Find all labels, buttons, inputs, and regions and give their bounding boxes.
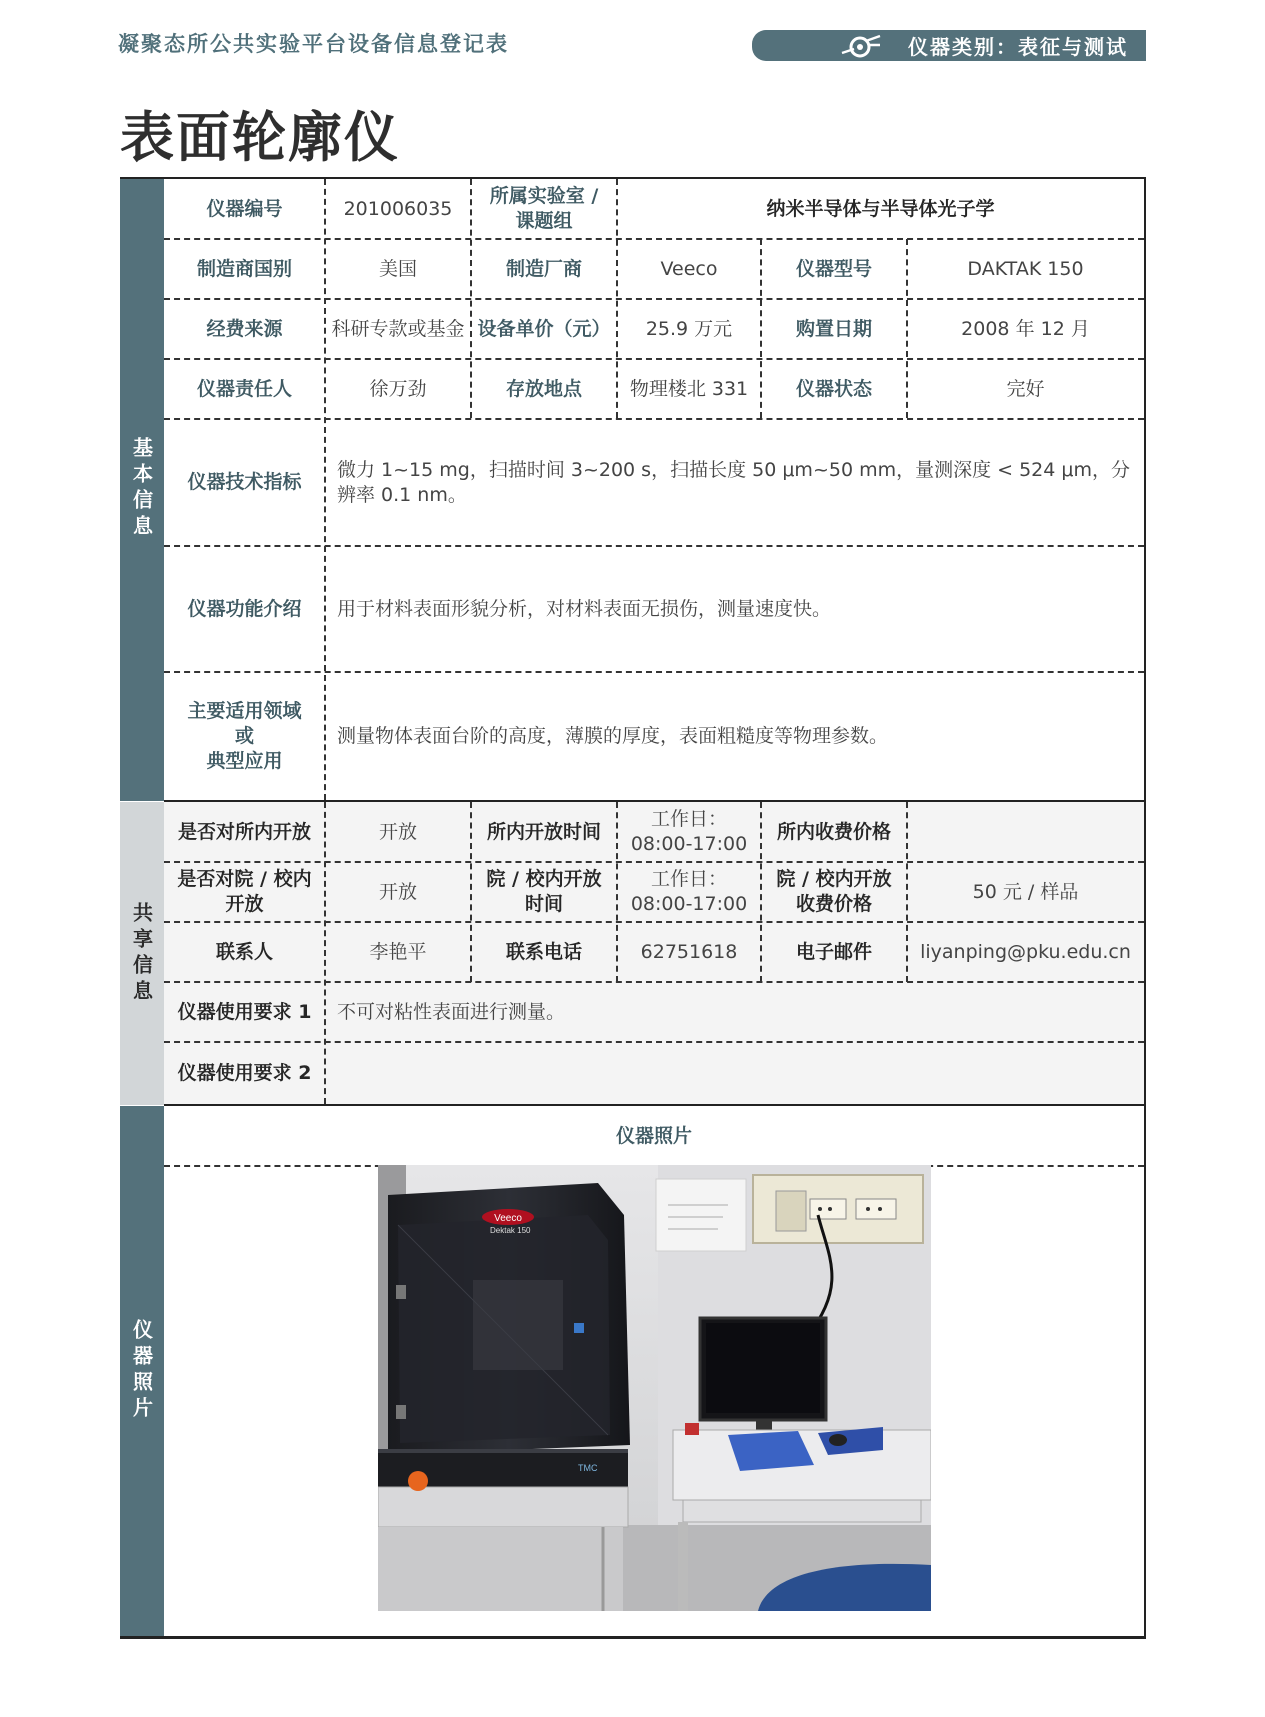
label-university-hours: 院 / 校内开放 时间 xyxy=(486,868,602,915)
value-internal-fee xyxy=(907,802,1144,862)
label-instrument-id: 仪器编号 xyxy=(206,197,283,220)
label-purchase-date: 购置日期 xyxy=(795,317,872,340)
page-title: 表面轮廓仪 xyxy=(120,106,400,169)
label-function: 仪器功能介绍 xyxy=(187,597,302,620)
label-email: 电子邮件 xyxy=(795,940,872,963)
value-open-university: 开放 xyxy=(378,880,417,903)
section-label-photo: 仪器照片 xyxy=(120,1106,164,1636)
label-funding: 经费来源 xyxy=(206,317,283,340)
label-internal-fee: 所内收费价格 xyxy=(776,820,891,843)
value-internal-hours: 工作日： 08:00-17:00 xyxy=(630,808,748,855)
photo-brand-text: Veeco xyxy=(494,1213,522,1224)
value-requirement-1: 不可对粘性表面进行测量。 xyxy=(337,1000,566,1023)
value-university-fee: 50 元 / 样品 xyxy=(972,880,1079,903)
value-manufacturer: Veeco xyxy=(660,257,718,280)
label-internal-hours: 所内开放时间 xyxy=(486,820,601,843)
photo-model-text: Dektak 150 xyxy=(490,1226,531,1235)
label-open-university: 是否对院 / 校内 开放 xyxy=(177,868,312,915)
instrument-gear-icon xyxy=(840,33,882,59)
value-function: 用于材料表面形貌分析，对材料表面无损伤，测量速度快。 xyxy=(337,597,832,620)
value-country: 美国 xyxy=(378,257,417,280)
value-model: DAKTAK 150 xyxy=(967,257,1084,280)
section-label-share: 共享信息 xyxy=(120,802,164,1105)
value-status: 完好 xyxy=(1006,377,1045,400)
category-badge xyxy=(752,30,1146,61)
photo-heading: 仪器照片 xyxy=(615,1124,692,1147)
value-responsible: 徐万劲 xyxy=(369,377,427,400)
instrument-photo xyxy=(378,1165,931,1611)
value-open-internal: 开放 xyxy=(378,820,417,843)
category-text: 仪器类别：表征与测试 xyxy=(908,35,1128,59)
value-tech-specs: 微力 1~15 mg，扫描时间 3~200 s，扫描长度 50 μm~50 mm，量测深度 < 524 μm，分辨率 0.1 nm。 xyxy=(337,458,1130,506)
value-purchase-date: 2008 年 12 月 xyxy=(961,317,1090,340)
value-requirement-2 xyxy=(325,1042,1144,1104)
label-unit-price: 设备单价（元） xyxy=(477,317,611,340)
form-header-title: 凝聚态所公共实验平台设备信息登记表 xyxy=(118,32,509,56)
value-email[interactable]: liyanping@pku.edu.cn xyxy=(920,940,1131,963)
label-university-fee: 院 / 校内开放 收费价格 xyxy=(776,868,892,915)
label-phone: 联系电话 xyxy=(505,940,582,963)
value-contact: 李艳平 xyxy=(369,940,427,963)
value-funding: 科研专款或基金 xyxy=(331,317,465,340)
label-model: 仪器型号 xyxy=(795,257,872,280)
label-requirement-1: 仪器使用要求 1 xyxy=(177,1000,312,1023)
value-lab-group: 纳米半导体与半导体光子学 xyxy=(766,197,995,220)
label-status: 仪器状态 xyxy=(795,377,872,400)
value-instrument-id: 201006035 xyxy=(343,197,453,220)
value-unit-price: 25.9 万元 xyxy=(645,317,733,340)
value-university-hours: 工作日： 08:00-17:00 xyxy=(630,868,748,915)
label-open-internal: 是否对所内开放 xyxy=(177,820,311,843)
photo-table-text: TMC xyxy=(578,1463,598,1473)
section-label-basic: 基本信息 xyxy=(120,177,164,801)
label-contact: 联系人 xyxy=(215,940,273,963)
value-applications: 测量物体表面台阶的高度，薄膜的厚度，表面粗糙度等物理参数。 xyxy=(337,724,889,747)
label-country: 制造商国别 xyxy=(196,257,292,280)
label-tech-specs: 仪器技术指标 xyxy=(187,471,302,493)
label-responsible: 仪器责任人 xyxy=(196,377,292,400)
label-applications: 主要适用领域 或 典型应用 xyxy=(187,699,302,772)
label-manufacturer: 制造厂商 xyxy=(505,257,582,280)
value-location: 物理楼北 331 xyxy=(629,377,749,400)
label-lab-group: 所属实验室 / 课题组 xyxy=(489,185,599,232)
label-requirement-2: 仪器使用要求 2 xyxy=(177,1061,312,1084)
value-phone[interactable]: 62751618 xyxy=(640,940,738,963)
label-location: 存放地点 xyxy=(505,377,582,400)
